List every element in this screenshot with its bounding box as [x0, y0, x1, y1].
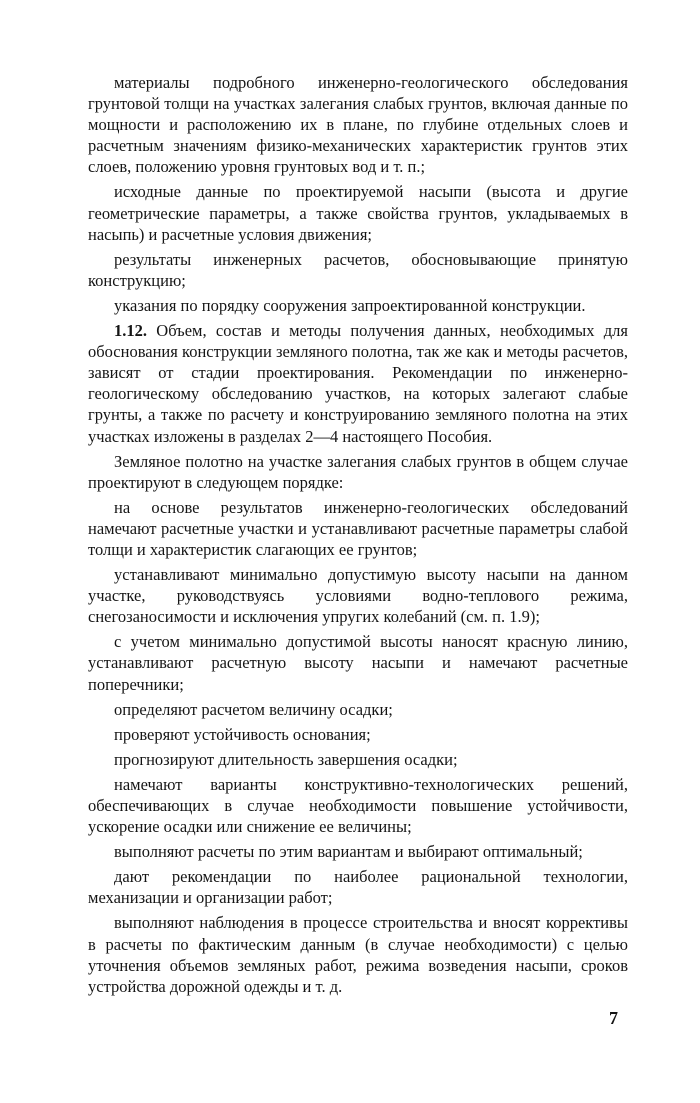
list-item-step-10: выполняют наблюдения в процессе строительства и вносят коррективы в расчеты по фактическим данным (в случае необходимости) с целью уточнения объемов земляных работ, режима возведения насыпи, сроков устройства дорожной одежды и т. д.	[88, 913, 628, 996]
list-item-materials: материалы подробного инженерно-геологического обследования грунтовой толщи на участках залегания слабых грунтов, включая данные по мощности и расположению их в плане, по глубине отдельных слоев и расчетным значениям физико-механических характеристик грунтов этих слоев, положению уровня грунтовых вод и т. п.;	[88, 73, 628, 177]
design-order-intro: Земляное полотно на участке залегания слабых грунтов в общем случае проектируют в следующем порядке:	[88, 451, 628, 492]
list-item-calc-results: результаты инженерных расчетов, обосновывающие принятую конструкцию;	[88, 249, 628, 290]
list-item-step-1: на основе результатов инженерно-геологических обследований намечают расчетные участки и устанавливают расчетные параметры слабой толщи и характеристик слагающих ее грунтов;	[88, 497, 628, 559]
list-item-step-3: с учетом минимально допустимой высоты наносят красную линию, устанавливают расчетную высоту насыпи и намечают расчетные поперечники;	[88, 632, 628, 694]
list-item-step-5: проверяют устойчивость основания;	[114, 724, 371, 744]
list-item-step-6: прогнозируют длительность завершения осадки;	[114, 749, 458, 769]
list-item-step-4: определяют расчетом величину осадки;	[114, 699, 393, 719]
list-item-step-9: дают рекомендации по наиболее рациональной технологии, механизации и организации работ;	[88, 867, 628, 908]
section-paragraph	[88, 320, 628, 447]
section-text: Объем, состав и методы получения данных, необходимых для обоснования конструкции земляного полотна, так же как и методы расчетов, зависят от стадии проектирования. Рекомендации по инженерно-геологическому обследованию участков, на которых залегают слабые грунты, а также по расчету и конструированию земляного полотна на этих участках изложены в разделах 2—4 настоящего Пособия.	[88, 321, 628, 446]
section-number: 1.12.	[114, 321, 147, 341]
list-item-initial-data: исходные данные по проектируемой насыпи (высота и другие геометрические параметры, а также свойства грунтов, укладываемых в насыпь) и расчетные условия движения;	[88, 182, 628, 244]
list-item-step-8: выполняют расчеты по этим вариантам и выбирают оптимальный;	[114, 842, 583, 862]
document-page	[88, 72, 628, 1001]
list-item-construction-order: указания по порядку сооружения запроектированной конструкции.	[114, 295, 586, 315]
list-item-step-7: намечают варианты конструктивно-технологических решений, обеспечивающих в случае необходимости повышение устойчивости, ускорение осадки или снижение ее величины;	[88, 774, 628, 837]
list-item-step-2: устанавливают минимально допустимую высоту насыпи на данном участке, руководствуясь условиями водно-теплового режима, снегозаносимости и исключения упругих колебаний (см. п. 1.9);	[88, 565, 628, 627]
page-number: 7	[609, 1008, 618, 1028]
